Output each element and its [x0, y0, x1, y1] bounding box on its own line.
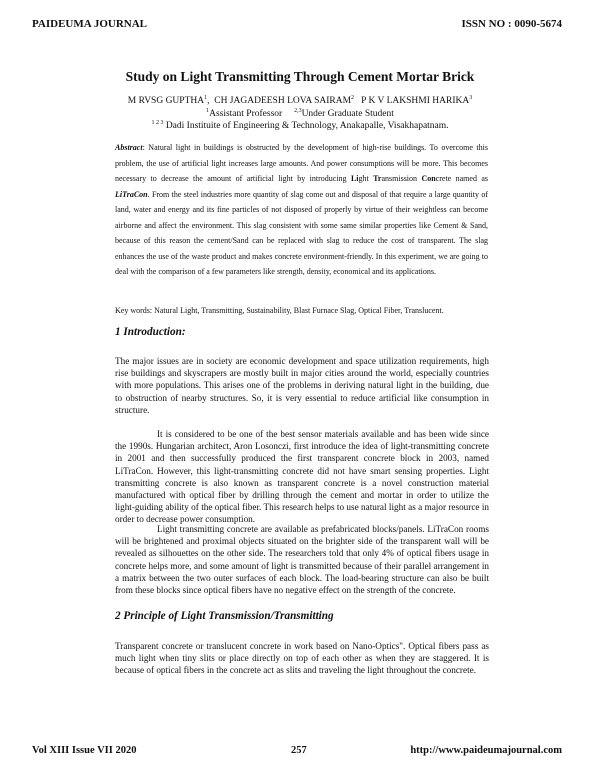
journal-name: PAIDEUMA JOURNAL [32, 18, 147, 30]
affiliation-roles [0, 109, 600, 119]
author-sup: 3 [469, 94, 473, 101]
footer-page-number: 257 [291, 745, 307, 756]
author-sup: 2 [351, 94, 355, 101]
author-name: CH JAGADEESH LOVA SAIRAM [214, 96, 352, 106]
author-name: M RVSG GUPTHA [127, 96, 205, 106]
abstract-label: Abstract [115, 143, 143, 152]
abstract-text: . From the steel industries more quantity of slag come out and disposal of that require a large quantity of land, water and energy and its fine particles of not disposed of properly by virtue of their weightless can become airborne and affect the environment. This slag consistent with some same similar properties like Cement & Sand, because of this reason the cement/Sand can be replaced with slag to reduce the cost of transparent. The slag enhances the use of the waste product and makes concrete environment-friendly. In this experiment, we are going to deal with the comparison of a few parameters like strength, density, economical and its applications. [115, 189, 488, 276]
author-sup: 1 [204, 94, 208, 101]
abstract-paragraph [115, 140, 488, 280]
intro-paragraph-1: The major issues are in society are economic development and space utilization requirements, high rise buildings and skyscrapers are mostly built in major cities around the world, especially countries with more populations. This arises one of the problems in deriving natural light in the building, due to obstruction of nearby structures. So, it is very essential to reduce artificial like consumption in structure. [115, 356, 489, 415]
abstract-text: ght [358, 174, 374, 183]
role-sup: 2,3 [294, 107, 302, 114]
institute-line [0, 121, 600, 131]
abstract-text: : Natural light in buildings is obstructed by the development of high-rise buildings. To overcome this problem, the use of artificial light increases large amounts. And power consumptions will be more. This becomes necessary to decrease the amount of artificial light by introducing [115, 143, 488, 183]
principle-paragraph-1: Transparent concrete or translucent concrete in work based on Nano-Optics". Optical fibers pass as much light when tiny slits or place directly on top of each other as when they are staggered. It is because of optical fibers in the concrete act as slits and traveling the light throughout the concrete. [115, 641, 489, 676]
abstract-bold: Li [350, 174, 359, 183]
issn-number: ISSN NO : 0090-5674 [461, 18, 562, 30]
intro-paragraph-2: It is considered to be one of the best sensor materials available and has been wide since the 1990s. Hungarian architect, Aron Losonczi, first introduce the idea of light-transmitting concrete in 2001 and then successfully produced the first transparent concrete block in 2003, named LiTraCon. However, this light-transmitting concrete did not have smart sensing properties. Light transmitting concrete is also known as transparent concrete is a novel construction material manufactured with optical fiber by drilling through the cement and mortar in order to utilize the light-guiding ability of the optical fiber. This research helps to use natural light as a major resource in order to decrease power consumption. [115, 429, 489, 525]
author-line: M RVSG GUPTHA$^1$, CH JAGADEESH LOVA SAIRAM$^2$ P K V LAKSHMI HARIKA$^3$ [127, 94, 473, 106]
footer-volume: Vol XIII Issue VII 2020 [32, 745, 137, 756]
role-sup: 1 [206, 107, 210, 114]
role-text: Assistant Professor [209, 109, 283, 119]
section-heading-principle: 2 Principle of Light Transmission/Transmitting [115, 610, 334, 622]
abstract-bold: Tr [373, 174, 382, 183]
role-text: Under Graduate Student [301, 109, 394, 119]
institute-text: Dadi Instituite of Engineering & Technology, Anakapalle, Visakhapatnam. [165, 121, 449, 131]
abstract-bold-italic: LiTraCon [115, 189, 148, 199]
institute-sup: 1 2 3 [151, 119, 164, 126]
paper-title: Study on Light Transmitting Through Cement Mortar Brick [125, 69, 475, 84]
abstract-text: crete named as [435, 174, 489, 183]
abstract-text: ansmission [381, 174, 422, 183]
footer-url[interactable]: http://www.paideumajournal.com [410, 745, 562, 756]
abstract-bold: Con [421, 174, 436, 183]
keywords: Key words: Natural Light, Transmitting, Sustainability, Blast Furnace Slag, Optical Fiber, Translucent. [115, 306, 444, 315]
section-heading-introduction: 1 Introduction: [115, 326, 186, 338]
author-name: P K V LAKSHMI HARIKA [361, 96, 470, 106]
intro-paragraph-3: Light transmitting concrete are available as prefabricated blocks/panels. LiTraCon rooms will be brightened and proximal objects situated on the brighter side of the transparent wall will be revealed as silhouettes on the other side. The researchers told that only 4% of optical fibers usage in concrete helps more, and some amount of light is transmitted because of their parallel arrangement in a matrix between the two outer surfaces of each block. The load-bearing structure can also be built from these blocks since optical fibers have no negative effect on the strength of the concrete. [115, 524, 489, 596]
